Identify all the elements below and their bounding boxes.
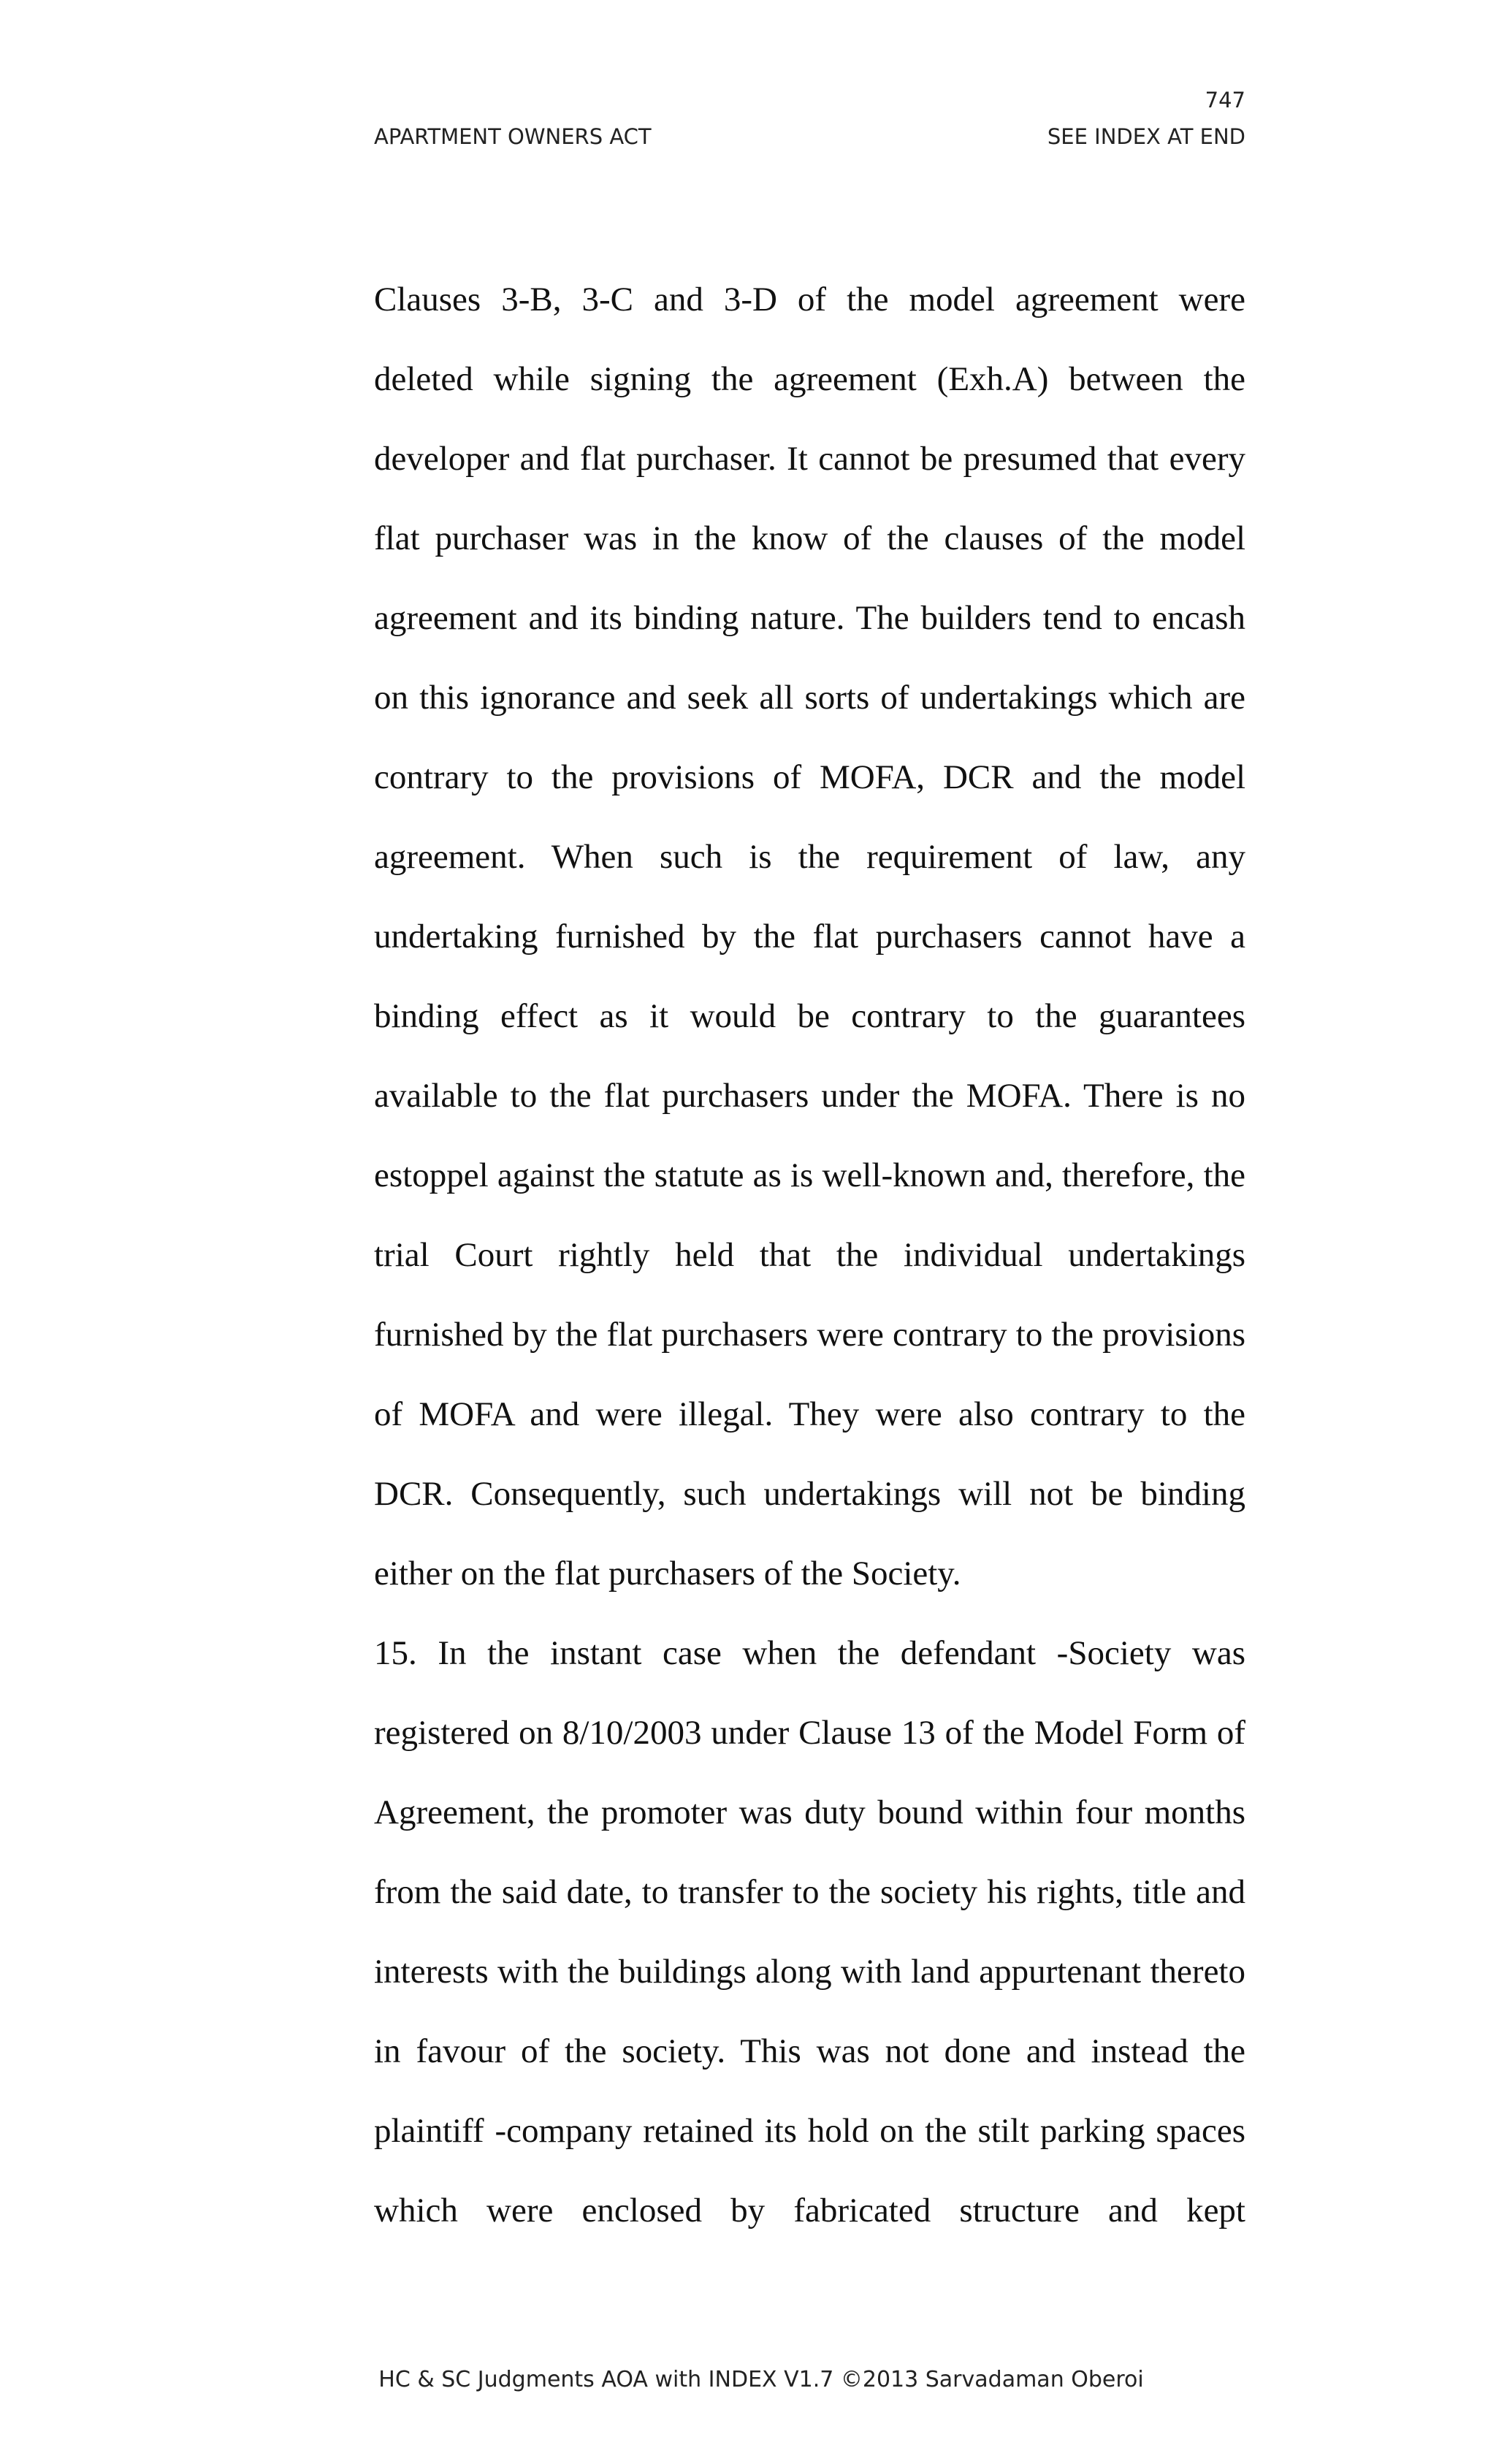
paragraph-continuation: Clauses 3-B, 3-C and 3-D of the model agreement were deleted while signing the agreement (Exh.A) between the developer and flat purchaser. It cannot be presumed that every flat purchaser was in the know of the clauses of the model agreement and its binding nature. The builders tend to encash on this ignorance and seek all sorts of undertakings which are contrary to the provisions of MOFA, DCR and the model agreement. When such is the requirement of law, any undertaking furnished by the flat purchasers cannot have a binding effect as it would be contrary to the guarantees available to the flat purchasers under the MOFA. There is no estoppel against the statute as is well-known and, therefore, the trial Court rightly held that the individual undertakings furnished by the flat purchasers were contrary to the provisions of MOFA and were illegal. They were also contrary to the DCR. Consequently, such undertakings will not be binding either on the flat purchasers of the Society. bbox=[374, 281, 1245, 1593]
running-header-right: SEE INDEX AT END bbox=[1047, 124, 1245, 149]
body-text bbox=[374, 260, 1245, 2251]
page-number: 747 bbox=[1205, 88, 1245, 112]
running-header-left: APARTMENT OWNERS ACT bbox=[374, 124, 652, 149]
paragraph-15: 15. In the instant case when the defendant -Society was registered on 8/10/2003 under Clause 13 of the Model Form of Agreement, the promoter was duty bound within four months from the said date, to transfer to the society his rights, title and interests with the buildings along with land appurtenant thereto in favour of the society. This was not done and instead the plaintiff -company retained its hold on the stilt parking spaces which were enclosed by fabricated structure and kept bbox=[374, 1634, 1245, 2230]
page-footer: HC & SC Judgments AOA with INDEX V1.7 ©2013 Sarvadaman Oberoi bbox=[378, 2367, 1144, 2392]
